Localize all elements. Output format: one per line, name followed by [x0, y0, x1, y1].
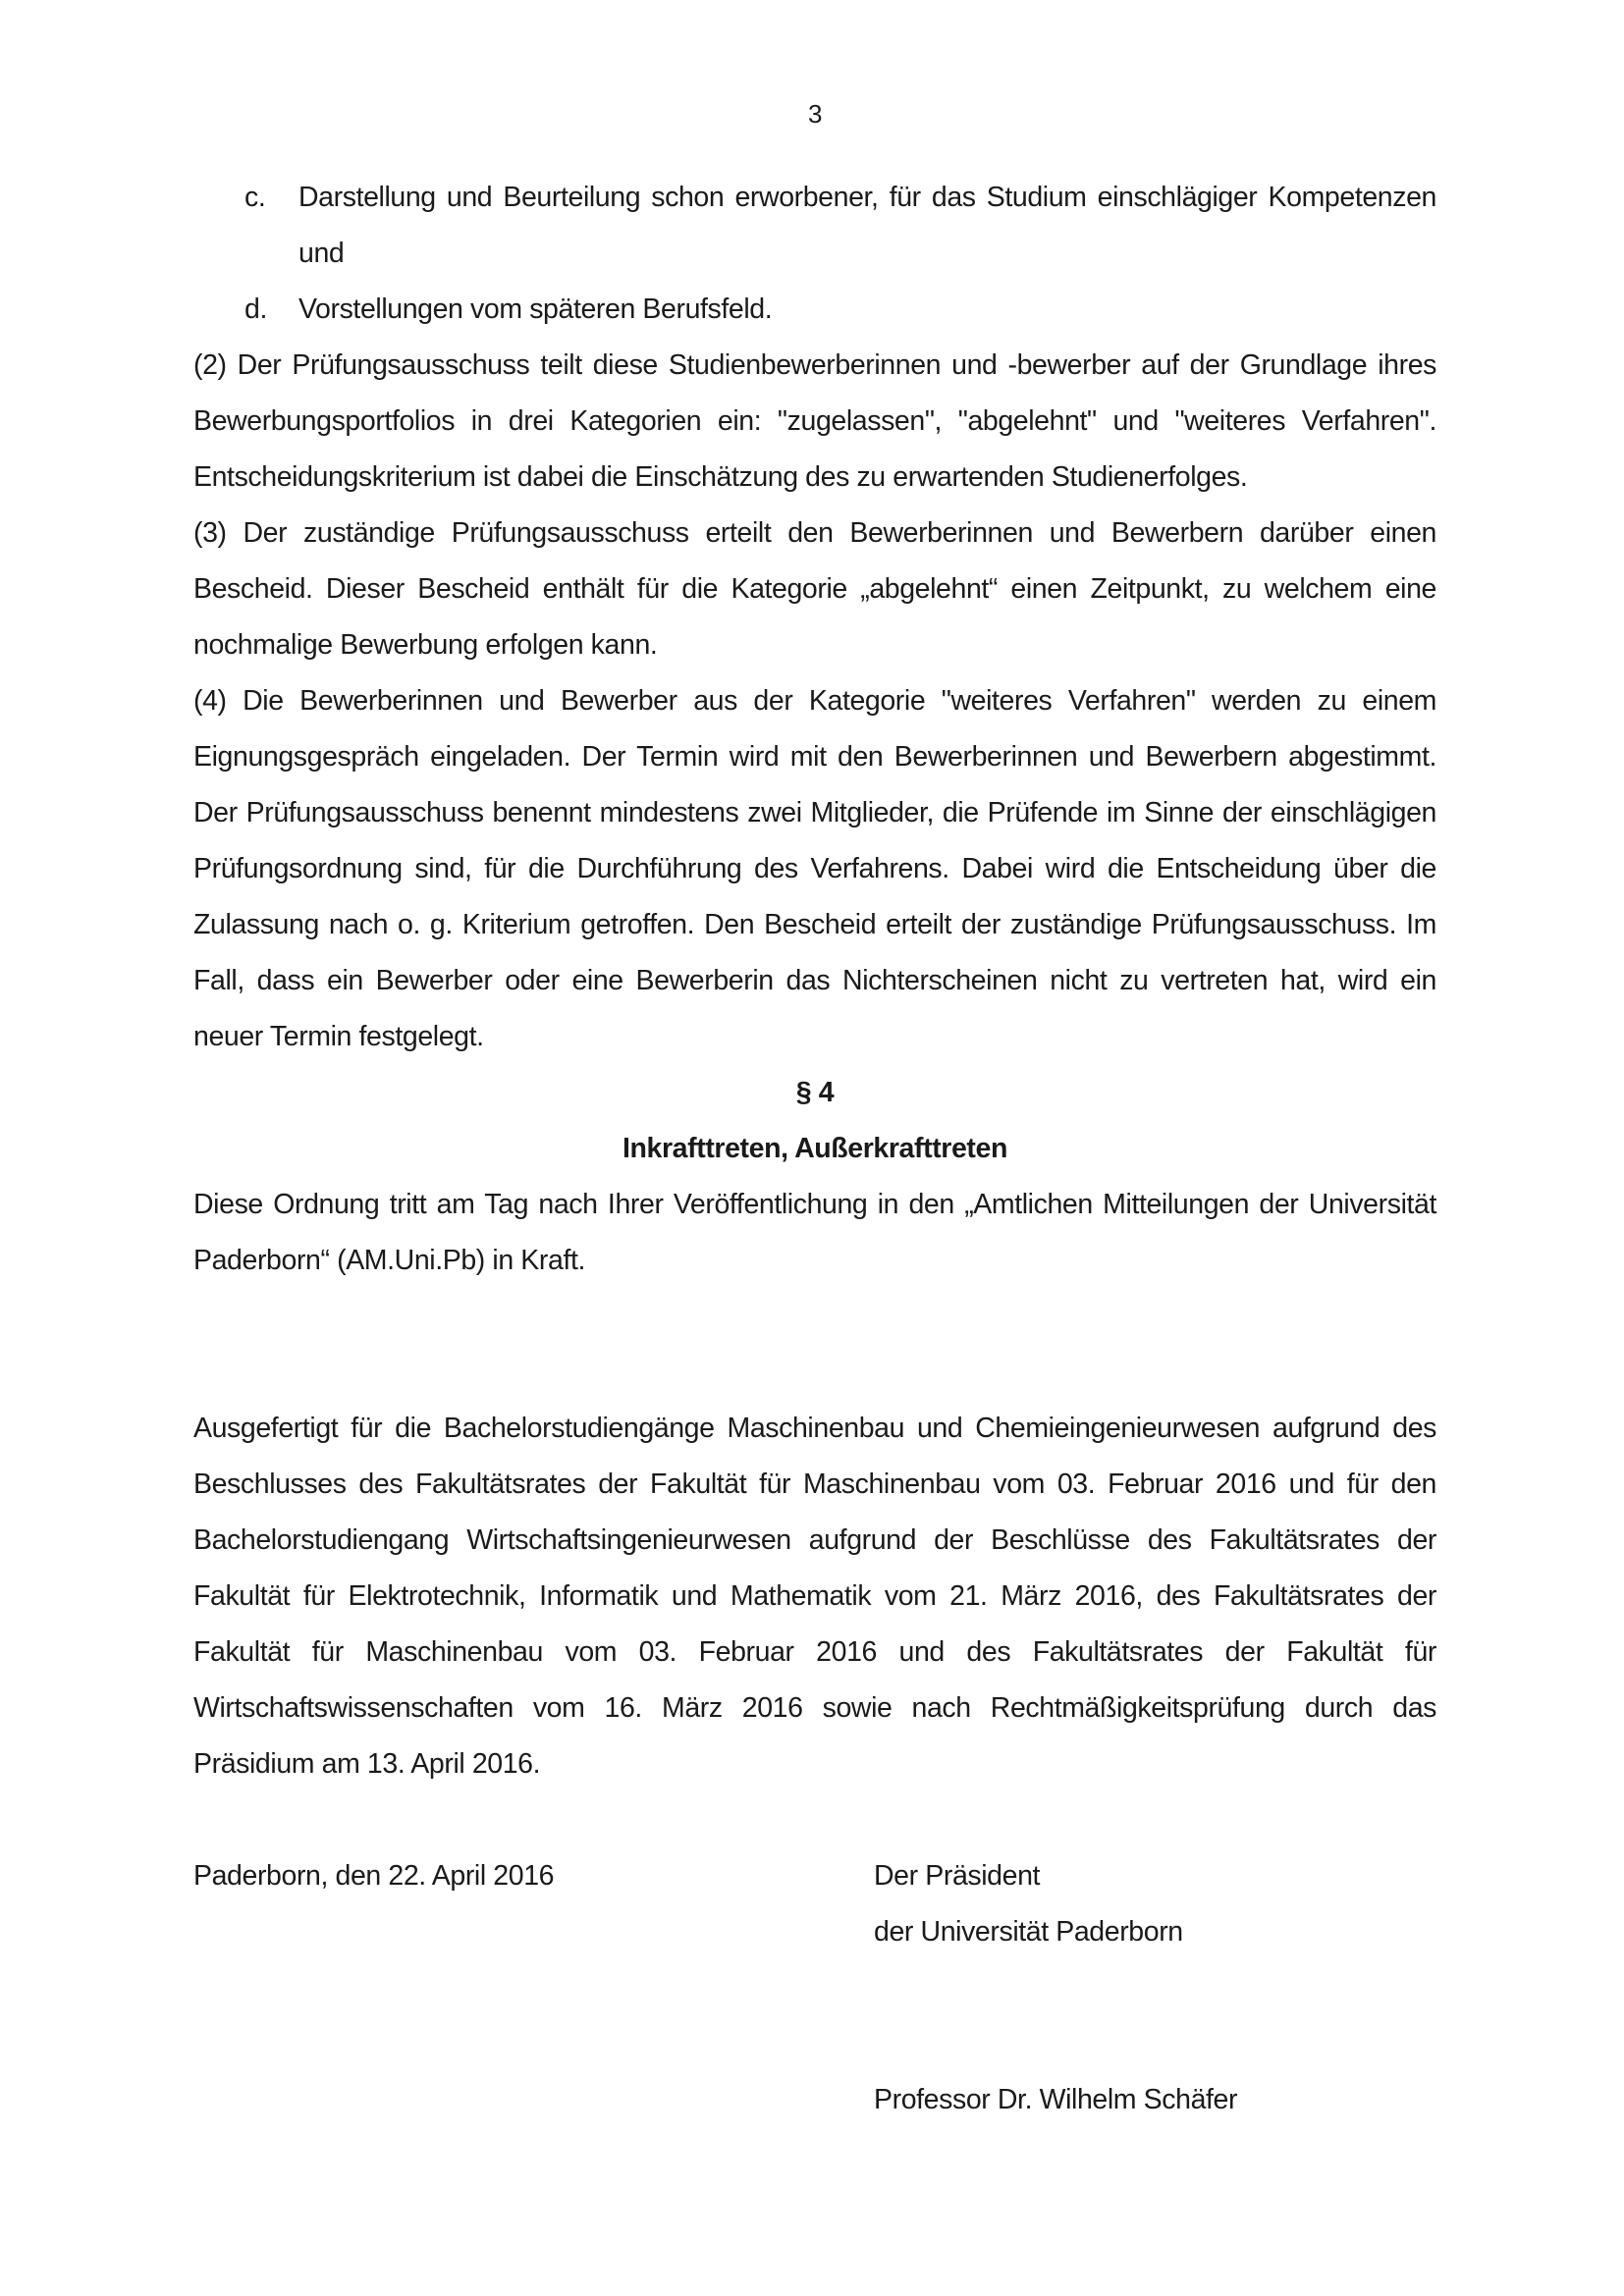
signatory-name: Professor Dr. Wilhelm Schäfer [874, 2084, 1238, 2115]
signature-gap [874, 1960, 1436, 2072]
spacer [193, 1289, 1436, 1401]
signature-block [193, 1848, 1436, 2128]
signatory-title-line2: der Universität Paderborn [874, 1916, 1183, 1948]
paragraph-2: (2) Der Prüfungsausschuss teilt diese Studienbewerberinnen und -bewerber auf der Grundlage ihres Bewerbungsportfolios in drei Kategorien ein: "zugelassen", "abgelehnt" und "weiteres Verfahren". Entscheidungskriterium ist dabei die Einschätzung des zu erwartenden Studienerfolges. [193, 349, 1436, 493]
list-letter: d. [244, 294, 267, 325]
issuance-paragraph: Ausgefertigt für die Bachelorstudiengänge Maschinenbau und Chemieingenieurwesen aufgrund des Beschlusses des Fakultätsrates der Fakultät für Maschinenbau vom 03. Februar 2016 und für den Bachelorstudiengang Wirtschaftsingenieurwesen aufgrund der Beschlüsse des Fakultätsrates der Fakultät für Elektrotechnik, Informatik und Mathematik vom 21. März 2016, des Fakultätsrates der Fakultät für Maschinenbau vom 03. Februar 2016 und des Fakultätsrates der Fakultät für Wirtschaftswissenschaften vom 16. März 2016 sowie nach Rechtmäßigkeitsprüfung durch das Präsidium am 13. April 2016. [193, 1413, 1436, 1780]
section-body: Diese Ordnung tritt am Tag nach Ihrer Veröffentlichung in den „Amtlichen Mitteilungen der Universität Paderborn“ (AM.Uni.Pb) in Kraft. [193, 1189, 1436, 1276]
list-item-c [193, 170, 1436, 282]
list-item-d [193, 282, 1436, 338]
paragraph-4: (4) Die Bewerberinnen und Bewerber aus der Kategorie "weiteres Verfahren" werden zu einem Eignungsgespräch eingeladen. Der Termin wird mit den Bewerberinnen und Bewerbern abgestimmt. Der Prüfungsausschuss benennt mindestens zwei Mitglieder, die Prüfende im Sinne der einschlägigen Prüfungsordnung sind, für die Durchführung des Verfahrens. Dabei wird die Entscheidung über die Zulassung nach o. g. Kriterium getroffen. Den Bescheid erteilt der zuständige Prüfungsausschuss. Im Fall, dass ein Bewerber oder eine Bewerberin das Nichterscheinen nicht zu vertreten hat, wird ein neuer Termin festgelegt. [193, 685, 1436, 1052]
spacer [193, 1792, 1436, 1848]
place-date: Paderborn, den 22. April 2016 [193, 1860, 555, 1892]
signatory-title-line1: Der Präsident [874, 1860, 1041, 1892]
list-text: Darstellung und Beurteilung schon erworbener, für das Studium einschlägiger Kompetenzen und [298, 182, 1436, 269]
section-number: § 4 [795, 1077, 835, 1108]
list-text: Vorstellungen vom späteren Berufsfeld. [298, 294, 773, 325]
signatory-title [874, 1848, 1436, 2128]
section-title: Inkrafttreten, Außerkrafttreten [623, 1133, 1007, 1164]
list-letter: c. [244, 182, 266, 213]
page-number: 3 [807, 99, 823, 129]
paragraph-3: (3) Der zuständige Prüfungsausschuss erteilt den Bewerberinnen und Bewerbern darüber einen Bescheid. Dieser Bescheid enthält für die Kategorie „abgelehnt“ einen Zeitpunkt, zu welchem eine nochmalige Bewerbung erfolgen kann. [193, 517, 1436, 661]
